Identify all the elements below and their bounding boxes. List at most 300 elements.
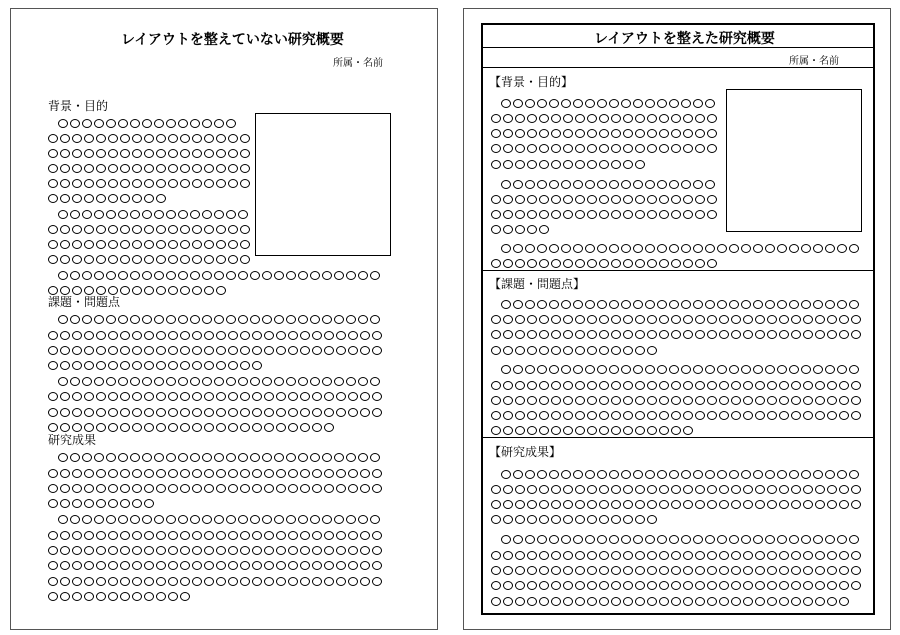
text-line — [501, 529, 861, 544]
placeholder-char — [204, 531, 214, 540]
placeholder-char — [503, 396, 513, 405]
placeholder-char — [360, 546, 370, 555]
placeholder-char — [120, 408, 130, 417]
placeholder-char — [549, 300, 559, 309]
placeholder-char — [695, 566, 705, 575]
text-line — [491, 123, 719, 138]
placeholder-char — [527, 210, 537, 219]
placeholder-char — [334, 453, 344, 462]
placeholder-char — [106, 271, 116, 280]
placeholder-char — [695, 210, 705, 219]
text-line — [491, 204, 719, 219]
placeholder-char — [719, 485, 729, 494]
placeholder-char — [513, 470, 523, 479]
placeholder-char — [813, 365, 823, 374]
placeholder-char — [755, 396, 765, 405]
placeholder-char — [515, 129, 525, 138]
placeholder-char — [72, 240, 82, 249]
placeholder-char — [190, 515, 200, 524]
text-line — [58, 309, 382, 324]
placeholder-char — [599, 485, 609, 494]
placeholder-char — [827, 597, 837, 606]
placeholder-char — [214, 315, 224, 324]
placeholder-char — [851, 551, 861, 560]
placeholder-char — [573, 300, 583, 309]
placeholder-char — [647, 485, 657, 494]
placeholder-char — [575, 500, 585, 509]
placeholder-char — [707, 330, 717, 339]
placeholder-char — [132, 577, 142, 586]
placeholder-char — [825, 300, 835, 309]
placeholder-char — [118, 119, 128, 128]
placeholder-char — [719, 566, 729, 575]
placeholder-char — [370, 453, 380, 462]
placeholder-char — [48, 225, 58, 234]
text-line — [58, 113, 238, 128]
placeholder-char — [501, 470, 511, 479]
placeholder-char — [252, 577, 262, 586]
placeholder-char — [503, 195, 513, 204]
placeholder-char — [849, 535, 859, 544]
placeholder-char — [501, 180, 511, 189]
placeholder-char — [539, 396, 549, 405]
placeholder-char — [370, 515, 380, 524]
placeholder-char — [312, 577, 322, 586]
placeholder-char — [334, 315, 344, 324]
placeholder-char — [755, 500, 765, 509]
placeholder-char — [120, 561, 130, 570]
placeholder-char — [765, 300, 775, 309]
placeholder-char — [58, 271, 68, 280]
placeholder-char — [192, 346, 202, 355]
placeholder-char — [276, 392, 286, 401]
placeholder-char — [252, 423, 262, 432]
placeholder-char — [240, 531, 250, 540]
placeholder-char — [561, 180, 571, 189]
placeholder-char — [527, 551, 537, 560]
placeholder-char — [360, 531, 370, 540]
placeholder-char — [252, 546, 262, 555]
placeholder-char — [192, 392, 202, 401]
placeholder-char — [623, 144, 633, 153]
placeholder-char — [120, 531, 130, 540]
placeholder-char — [108, 499, 118, 508]
placeholder-char — [659, 411, 669, 420]
placeholder-char — [346, 377, 356, 386]
placeholder-char — [154, 119, 164, 128]
placeholder-char — [156, 286, 166, 295]
placeholder-char — [48, 255, 58, 264]
placeholder-char — [84, 240, 94, 249]
placeholder-char — [645, 180, 655, 189]
placeholder-char — [228, 546, 238, 555]
text-line — [501, 359, 861, 374]
placeholder-char — [70, 377, 80, 386]
text-line — [491, 494, 863, 509]
placeholder-char — [238, 377, 248, 386]
placeholder-char — [741, 300, 751, 309]
placeholder-char — [288, 423, 298, 432]
placeholder-char — [348, 331, 358, 340]
placeholder-char — [228, 149, 238, 158]
placeholder-char — [142, 453, 152, 462]
placeholder-char — [180, 577, 190, 586]
placeholder-char — [851, 315, 861, 324]
placeholder-char — [192, 164, 202, 173]
placeholder-char — [741, 365, 751, 374]
placeholder-char — [635, 210, 645, 219]
placeholder-char — [178, 119, 188, 128]
placeholder-char — [767, 500, 777, 509]
heading-results: 【研究成果】 — [489, 445, 562, 459]
placeholder-char — [575, 581, 585, 590]
placeholder-char — [741, 470, 751, 479]
placeholder-char — [563, 396, 573, 405]
placeholder-char — [166, 119, 176, 128]
placeholder-char — [216, 225, 226, 234]
placeholder-char — [82, 315, 92, 324]
placeholder-char — [228, 408, 238, 417]
placeholder-char — [142, 315, 152, 324]
placeholder-char — [491, 581, 501, 590]
placeholder-char — [695, 144, 705, 153]
placeholder-char — [192, 149, 202, 158]
placeholder-char — [597, 300, 607, 309]
placeholder-char — [563, 500, 573, 509]
placeholder-char — [621, 470, 631, 479]
placeholder-char — [214, 271, 224, 280]
text-line — [491, 324, 863, 339]
placeholder-char — [84, 577, 94, 586]
placeholder-char — [60, 484, 70, 493]
placeholder-char — [789, 470, 799, 479]
placeholder-char — [827, 330, 837, 339]
text-line — [48, 417, 336, 432]
placeholder-char — [288, 392, 298, 401]
placeholder-char — [731, 597, 741, 606]
placeholder-char — [204, 408, 214, 417]
placeholder-char — [108, 592, 118, 601]
placeholder-char — [60, 194, 70, 203]
placeholder-char — [300, 469, 310, 478]
placeholder-char — [539, 411, 549, 420]
placeholder-char — [515, 225, 525, 234]
placeholder-char — [228, 331, 238, 340]
placeholder-char — [491, 381, 501, 390]
placeholder-char — [635, 581, 645, 590]
placeholder-char — [192, 225, 202, 234]
placeholder-char — [789, 365, 799, 374]
placeholder-char — [156, 240, 166, 249]
placeholder-char — [753, 365, 763, 374]
placeholder-char — [310, 377, 320, 386]
placeholder-char — [587, 195, 597, 204]
placeholder-char — [815, 500, 825, 509]
placeholder-char — [635, 426, 645, 435]
placeholder-char — [693, 470, 703, 479]
placeholder-char — [276, 546, 286, 555]
placeholder-char — [815, 315, 825, 324]
placeholder-char — [372, 531, 382, 540]
placeholder-char — [647, 581, 657, 590]
placeholder-char — [839, 315, 849, 324]
placeholder-char — [633, 180, 643, 189]
placeholder-char — [743, 396, 753, 405]
placeholder-char — [599, 259, 609, 268]
placeholder-char — [743, 581, 753, 590]
placeholder-char — [683, 381, 693, 390]
placeholder-char — [683, 396, 693, 405]
placeholder-char — [527, 515, 537, 524]
placeholder-char — [276, 408, 286, 417]
placeholder-char — [144, 286, 154, 295]
placeholder-char — [645, 470, 655, 479]
placeholder-char — [324, 561, 334, 570]
placeholder-char — [120, 484, 130, 493]
placeholder-char — [647, 144, 657, 153]
placeholder-char — [108, 561, 118, 570]
placeholder-char — [106, 210, 116, 219]
placeholder-char — [72, 331, 82, 340]
placeholder-char — [96, 484, 106, 493]
placeholder-char — [156, 255, 166, 264]
placeholder-char — [515, 381, 525, 390]
placeholder-char — [60, 531, 70, 540]
placeholder-char — [779, 581, 789, 590]
placeholder-char — [120, 546, 130, 555]
placeholder-char — [180, 225, 190, 234]
placeholder-char — [372, 346, 382, 355]
placeholder-char — [192, 286, 202, 295]
placeholder-char — [839, 500, 849, 509]
placeholder-char — [348, 577, 358, 586]
placeholder-char — [503, 597, 513, 606]
placeholder-char — [563, 144, 573, 153]
placeholder-char — [827, 381, 837, 390]
placeholder-char — [563, 566, 573, 575]
placeholder-char — [96, 194, 106, 203]
placeholder-char — [731, 566, 741, 575]
placeholder-char — [238, 210, 248, 219]
placeholder-char — [623, 485, 633, 494]
placeholder-char — [491, 515, 501, 524]
placeholder-char — [168, 164, 178, 173]
placeholder-char — [250, 453, 260, 462]
placeholder-char — [214, 453, 224, 462]
placeholder-char — [156, 469, 166, 478]
placeholder-char — [226, 271, 236, 280]
placeholder-char — [238, 315, 248, 324]
placeholder-char — [226, 210, 236, 219]
placeholder-char — [827, 551, 837, 560]
placeholder-char — [599, 426, 609, 435]
placeholder-char — [791, 396, 801, 405]
placeholder-char — [587, 210, 597, 219]
placeholder-char — [336, 346, 346, 355]
placeholder-char — [683, 114, 693, 123]
placeholder-char — [156, 361, 166, 370]
placeholder-char — [587, 500, 597, 509]
text-line — [48, 143, 252, 158]
placeholder-char — [298, 315, 308, 324]
placeholder-char — [671, 195, 681, 204]
text-line — [491, 309, 863, 324]
placeholder-char — [633, 535, 643, 544]
placeholder-char — [286, 453, 296, 462]
placeholder-char — [180, 149, 190, 158]
placeholder-char — [216, 346, 226, 355]
placeholder-char — [96, 361, 106, 370]
placeholder-char — [190, 119, 200, 128]
placeholder-char — [501, 535, 511, 544]
placeholder-char — [623, 129, 633, 138]
placeholder-char — [525, 180, 535, 189]
placeholder-char — [563, 114, 573, 123]
placeholder-char — [791, 566, 801, 575]
placeholder-char — [527, 129, 537, 138]
placeholder-char — [192, 469, 202, 478]
placeholder-char — [767, 551, 777, 560]
placeholder-char — [635, 259, 645, 268]
text-line — [491, 390, 863, 405]
placeholder-char — [204, 546, 214, 555]
placeholder-char — [252, 469, 262, 478]
placeholder-char — [180, 484, 190, 493]
placeholder-char — [322, 377, 332, 386]
placeholder-char — [192, 484, 202, 493]
placeholder-char — [491, 330, 501, 339]
placeholder-char — [753, 470, 763, 479]
placeholder-char — [849, 365, 859, 374]
placeholder-char — [635, 396, 645, 405]
placeholder-char — [216, 469, 226, 478]
placeholder-char — [60, 240, 70, 249]
placeholder-char — [324, 484, 334, 493]
placeholder-char — [96, 469, 106, 478]
placeholder-char — [324, 423, 334, 432]
placeholder-char — [695, 381, 705, 390]
placeholder-char — [214, 377, 224, 386]
placeholder-char — [192, 134, 202, 143]
placeholder-char — [789, 244, 799, 253]
placeholder-char — [659, 396, 669, 405]
placeholder-char — [815, 411, 825, 420]
placeholder-char — [803, 597, 813, 606]
placeholder-char — [741, 535, 751, 544]
placeholder-char — [324, 331, 334, 340]
placeholder-char — [693, 300, 703, 309]
placeholder-char — [168, 531, 178, 540]
placeholder-char — [611, 597, 621, 606]
placeholder-char — [635, 500, 645, 509]
placeholder-char — [609, 99, 619, 108]
placeholder-char — [707, 485, 717, 494]
placeholder-char — [180, 546, 190, 555]
placeholder-char — [168, 484, 178, 493]
placeholder-char — [48, 531, 58, 540]
placeholder-char — [118, 315, 128, 324]
placeholder-char — [228, 179, 238, 188]
placeholder-char — [587, 346, 597, 355]
placeholder-char — [633, 365, 643, 374]
placeholder-char — [84, 561, 94, 570]
placeholder-char — [815, 597, 825, 606]
placeholder-char — [156, 194, 166, 203]
placeholder-char — [611, 114, 621, 123]
placeholder-char — [70, 210, 80, 219]
placeholder-char — [537, 470, 547, 479]
placeholder-char — [801, 300, 811, 309]
placeholder-char — [142, 377, 152, 386]
placeholder-char — [575, 160, 585, 169]
placeholder-char — [503, 515, 513, 524]
placeholder-char — [108, 484, 118, 493]
placeholder-char — [238, 515, 248, 524]
placeholder-char — [563, 160, 573, 169]
placeholder-char — [621, 99, 631, 108]
placeholder-char — [228, 392, 238, 401]
placeholder-char — [551, 259, 561, 268]
placeholder-char — [779, 381, 789, 390]
placeholder-char — [130, 377, 140, 386]
placeholder-char — [60, 546, 70, 555]
placeholder-char — [599, 381, 609, 390]
placeholder-char — [503, 381, 513, 390]
placeholder-char — [743, 566, 753, 575]
placeholder-char — [515, 259, 525, 268]
placeholder-char — [707, 581, 717, 590]
placeholder-char — [144, 346, 154, 355]
placeholder-char — [515, 160, 525, 169]
placeholder-char — [501, 99, 511, 108]
placeholder-char — [372, 484, 382, 493]
placeholder-char — [551, 581, 561, 590]
placeholder-char — [635, 114, 645, 123]
placeholder-char — [659, 195, 669, 204]
author-label: 所属・名前 — [333, 58, 383, 69]
placeholder-char — [132, 255, 142, 264]
placeholder-char — [539, 129, 549, 138]
placeholder-char — [96, 149, 106, 158]
placeholder-char — [585, 180, 595, 189]
placeholder-char — [671, 210, 681, 219]
placeholder-char — [360, 392, 370, 401]
placeholder-char — [348, 531, 358, 540]
placeholder-char — [779, 396, 789, 405]
placeholder-char — [671, 566, 681, 575]
placeholder-char — [216, 331, 226, 340]
placeholder-char — [156, 546, 166, 555]
placeholder-char — [274, 515, 284, 524]
placeholder-char — [647, 515, 657, 524]
placeholder-char — [585, 99, 595, 108]
placeholder-char — [322, 515, 332, 524]
placeholder-char — [84, 164, 94, 173]
placeholder-char — [204, 255, 214, 264]
placeholder-char — [491, 597, 501, 606]
placeholder-char — [551, 330, 561, 339]
placeholder-char — [693, 99, 703, 108]
placeholder-char — [334, 271, 344, 280]
placeholder-char — [202, 271, 212, 280]
placeholder-char — [647, 210, 657, 219]
placeholder-char — [825, 470, 835, 479]
placeholder-char — [166, 271, 176, 280]
placeholder-char — [108, 423, 118, 432]
placeholder-char — [633, 99, 643, 108]
placeholder-char — [60, 577, 70, 586]
placeholder-char — [348, 346, 358, 355]
